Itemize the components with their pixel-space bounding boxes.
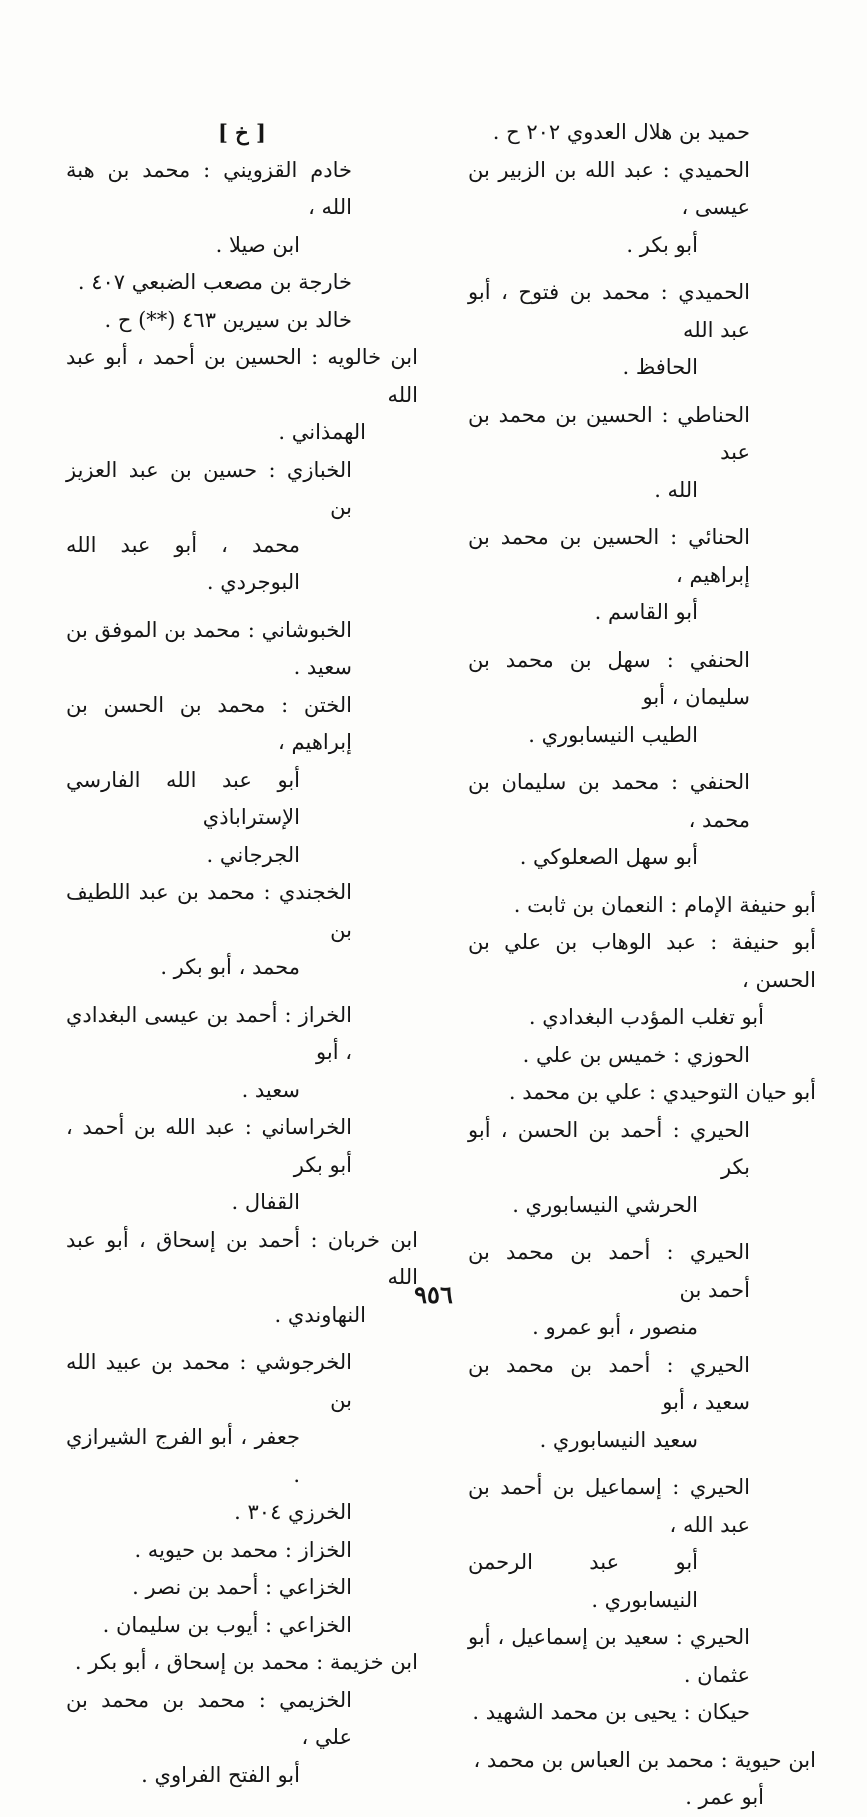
entry-continuation: النهاوندي . [274,1302,366,1327]
index-entry [66,997,352,1110]
entry-continuation: الطيب النيسابوري . [528,722,698,747]
index-entry [66,264,352,302]
entry-text: الخزيمي : محمد بن محمد بن علي ، [66,1687,352,1749]
entry-text: الخبوشاني : محمد بن الموفق بن سعيد . [66,617,352,679]
entry-text: ابن حيوية : محمد بن العباس بن محمد ، [473,1747,816,1772]
entry-continuation: القفال . [231,1190,300,1214]
index-entry [468,274,750,387]
entry-continuation: أبو بكر . [626,232,698,257]
entry-text: الخزاعي : أحمد بن نصر . [132,1575,352,1599]
index-entry [468,924,816,1037]
entry-text: الحنفي : سهل بن محمد بن سليمان ، أبو [468,647,750,709]
index-entry [66,1222,418,1335]
index-entry [66,1607,352,1645]
entry-continuation: أبو القاسم . [594,600,698,624]
index-entry [468,397,750,510]
index-entry [468,1347,750,1460]
entry-continuation: سعيد . [241,1077,300,1102]
entry-continuation: الله . [654,477,698,502]
index-entry [468,1112,750,1225]
index-entry [468,887,816,925]
entry-continuation: أبو عبد الله الفارسي الإستراباذي [66,767,300,829]
index-entry [468,114,750,152]
entry-text: الحنفي : محمد بن سليمان بن محمد ، [468,770,750,832]
entry-text: الحيري : أحمد بن محمد بن أحمد بن [468,1240,750,1302]
page-number: ٩٥٦ [414,1280,453,1309]
index-entry [66,302,352,340]
index-entry [66,837,352,875]
index-entry [66,1344,352,1494]
entry-text: الحيري : أحمد بن محمد بن سعيد ، أبو [468,1352,750,1414]
index-entry [468,642,750,755]
entry-continuation: محمد ، أبو بكر . [160,955,300,979]
entry-continuation: الحرشي النيسابوري . [512,1192,698,1217]
entry-continuation: سعيد النيسابوري . [539,1427,698,1452]
entry-text: خالد بن سيرين ٤٦٣ (**) ح . [104,307,352,332]
entry-text: أبو حنيفة : عبد الوهاب بن علي بن الحسن ، [468,930,816,992]
index-entry [468,1619,750,1694]
index-entry [66,1682,352,1795]
index-entry [66,1644,418,1682]
index-entry [468,1037,750,1075]
entry-continuation: أبو سهل الصعلوكي . [519,845,698,869]
index-entry [66,339,418,452]
entry-text: الحيري : إسماعيل بن أحمد بن عبد الله ، [468,1475,750,1537]
entry-text: أبو حيان التوحيدي : علي بن محمد . [508,1080,816,1104]
entry-text: الختن : محمد بن الحسن بن إبراهيم ، [66,692,352,754]
index-entry [468,519,750,632]
index-column-right [468,114,816,1817]
entry-continuation: الحافظ . [622,355,698,379]
entry-text: الخراز : أحمد بن عيسى البغدادي ، أبو [66,1002,352,1064]
entry-continuation: الجرجاني . [206,842,300,867]
entry-text: الحناطي : الحسين بن محمد بن عبد [468,402,750,464]
index-entry [468,1074,816,1112]
entry-text: ابن خزيمة : محمد بن إسحاق ، أبو بكر . [74,1650,418,1674]
index-entry [66,687,352,837]
entry-text: ابن خالويه : الحسين بن أحمد ، أبو عبد الله [66,345,418,407]
entry-text: الحنائي : الحسين بن محمد بن إبراهيم ، [468,525,750,587]
entry-text: الخجندي : محمد بن عبد اللطيف بن [66,880,352,942]
index-entry [66,152,352,265]
entry-continuation: أبو عمر . [685,1785,764,1809]
entry-continuation: محمد ، أبو عبد الله البوجردي . [66,532,300,594]
index-entry [66,1109,352,1222]
entry-text: الحيري : أحمد بن الحسن ، أبو بكر [468,1117,750,1179]
entry-text: حميد بن هلال العدوي ٢٠٢ ح . [492,120,750,144]
entry-continuation: جعفر ، أبو الفرج الشيرازي . [66,1425,300,1487]
index-entry [468,1742,816,1817]
entry-continuation: ابن صيلا . [215,232,300,257]
index-entry [66,874,352,987]
entry-text: الخزاز : محمد بن حيويه . [134,1537,352,1562]
entry-continuation: منصور ، أبو عمرو . [532,1315,698,1339]
index-entry [468,1469,750,1619]
entry-text: خارجة بن مصعب الضبعي ٤٠٧ . [77,270,352,294]
index-entry [66,1569,352,1607]
index-entry [468,152,750,265]
entry-text: خادم القزويني : محمد بن هبة الله ، [66,157,352,219]
section-header: [ خ ] [217,120,266,145]
index-entry [468,1694,750,1732]
index-column-left [66,114,418,1794]
index-entry [66,612,352,687]
entry-text: الخبازي : حسين بن عبد العزيز بن [66,457,352,519]
entry-text: أبو حنيفة الإمام : النعمان بن ثابت . [513,892,816,917]
entry-text: الحيري : سعيد بن إسماعيل ، أبو عثمان . [468,1625,750,1687]
entry-text: الحوزي : خميس بن علي . [522,1042,750,1067]
entry-continuation: أبو تغلب المؤدب البغدادي . [528,1005,764,1029]
index-entry [66,1532,352,1570]
entry-continuation: أبو الفتح الفراوي . [141,1762,300,1787]
entry-continuation: أبو عبد الرحمن النيسابوري . [468,1550,698,1612]
entry-text: ابن خربان : أحمد بن إسحاق ، أبو عبد الله [66,1227,418,1289]
entry-text: الخرزي ٣٠٤ . [234,1500,352,1524]
entry-text: الحميدي : محمد بن فتوح ، أبو عبد الله [468,280,750,342]
entry-text: الخزاعي : أيوب بن سليمان . [102,1612,352,1637]
entry-text: الخراساني : عبد الله بن أحمد ، أبو بكر [66,1115,352,1177]
index-entry [66,452,352,602]
entry-text: الحميدي : عبد الله بن الزبير بن عيسى ، [468,157,750,219]
index-entry [468,764,750,877]
entry-text: حيكان : يحيى بن محمد الشهيد . [472,1700,750,1724]
index-entry [66,1494,352,1532]
entry-text: الخرجوشي : محمد بن عبيد الله بن [66,1350,352,1412]
entry-continuation: الهمذاني . [278,420,366,444]
